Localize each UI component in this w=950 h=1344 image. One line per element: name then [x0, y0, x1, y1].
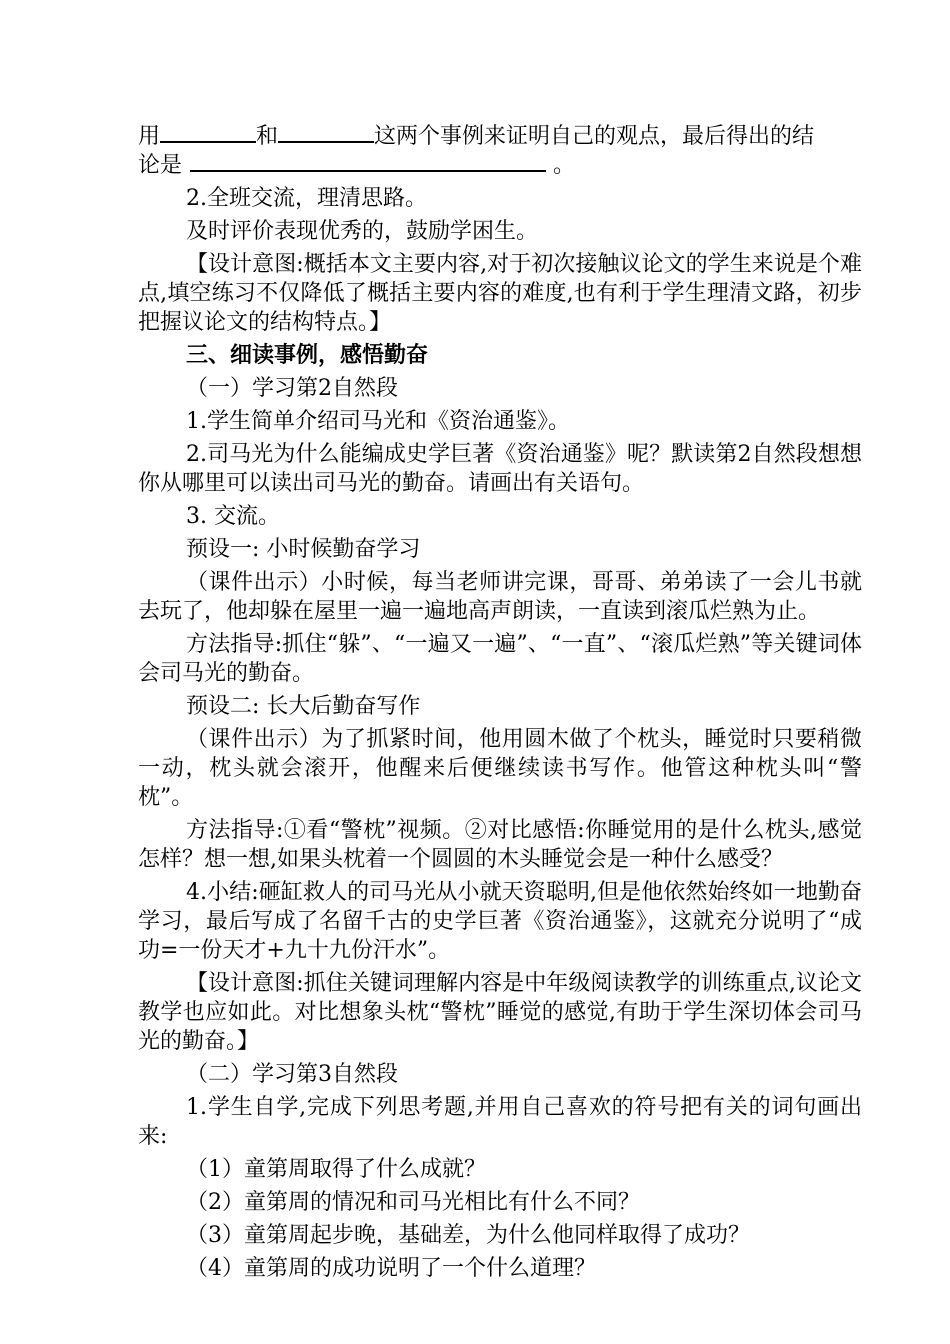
preset-one: 预设一: 小时候勤奋学习	[186, 537, 421, 562]
courseware-excerpt-2: （课件出示）为了抓紧时间，他用圆木做了个枕头，睡觉时只要稍微一动，枕头就会滚开，他醒来后便继续读书写作。他管这种枕头叫“警枕”。	[138, 727, 862, 810]
question-4: （4）童第周的成功说明了一个什么道理？	[186, 1256, 596, 1281]
blank-3	[190, 152, 546, 172]
fill-in-text-4: 论是	[138, 153, 183, 178]
paragraph-question-diligence: 2.司马光为什么能编成史学巨著《资治通鉴》呢？默读第2自然段想想你从哪里可以读出司马光的勤奋。请画出有关语句。	[138, 442, 862, 496]
self-study-instruction: 1.学生自学,完成下列思考题,并用自己喜欢的符号把有关的词句画出来:	[138, 1095, 862, 1149]
fill-in-line-2	[138, 151, 862, 180]
method-guidance-2: 方法指导:①看“警枕”视频。②对比感悟:你睡觉用的是什么枕头,感觉怎样？想一想,如果头枕着一个圆圆的木头睡觉会是一种什么感受？	[138, 818, 862, 872]
design-intent-1: 【设计意图:概括本文主要内容,对于初次接触议论文的学生来说是个难点,填空练习不仅降低了概括主要内容的难度,也有利于学生理清文路，初步把握议论文的结构特点。】	[138, 252, 862, 335]
fill-in-text-5: 。	[546, 153, 576, 178]
question-1: （1）童第周取得了什么成就？	[186, 1157, 486, 1182]
fill-in-text-1: 用	[138, 124, 161, 149]
preset-two: 预设二: 长大后勤奋写作	[186, 694, 421, 719]
paragraph-exchange: 3. 交流。	[186, 504, 280, 529]
fill-in-text-3: 这两个事例来证明自己的观点，最后得出的结	[374, 124, 815, 149]
subsection-heading-1: （一）学习第2自然段	[186, 376, 398, 401]
method-guidance-1: 方法指导:抓住“躲”、“一遍又一遍”、“一直”、“滚瓜烂熟”等关键词体会司马光的勤奋。	[138, 632, 863, 686]
question-2: （2）童第周的情况和司马光相比有什么不同？	[186, 1190, 640, 1215]
fill-in-line-1	[138, 122, 862, 151]
subsection-heading-2: （二）学习第3自然段	[186, 1062, 398, 1087]
paragraph-class-discussion: 2.全班交流，理清思路。	[186, 186, 427, 211]
paragraph-intro-simaguang: 1.学生简单介绍司马光和《资治通鉴》。	[186, 409, 570, 434]
courseware-excerpt-1: （课件出示）小时候，每当老师讲完课，哥哥、弟弟读了一会儿书就去玩了，他却躲在屋里一遍一遍地高声朗读，一直读到滚瓜烂熟为止。	[138, 570, 862, 624]
section-heading-3: 三、细读事例，感悟勤奋	[186, 342, 429, 368]
blank-1	[160, 123, 256, 143]
paragraph-evaluation: 及时评价表现优秀的，鼓励学困生。	[186, 219, 539, 244]
summary-paragraph: 4.小结:砸缸救人的司马光从小就天资聪明,但是他依然始终如一地勤奋学习，最后写成了名留千古的史学巨著《资治通鉴》，这就充分说明了“成功=一份天才+九十九份汗水”。	[138, 880, 862, 963]
fill-in-text-2: 和	[256, 124, 279, 149]
document-page	[138, 122, 862, 1283]
question-3: （3）童第周起步晚，基础差，为什么他同样取得了成功？	[186, 1223, 750, 1248]
design-intent-2: 【设计意图:抓住关键词理解内容是中年级阅读教学的训练重点,议论文教学也应如此。对比想象头枕“警枕”睡觉的感觉,有助于学生深切体会司马光的勤奋。】	[138, 971, 862, 1054]
blank-2	[278, 123, 374, 143]
